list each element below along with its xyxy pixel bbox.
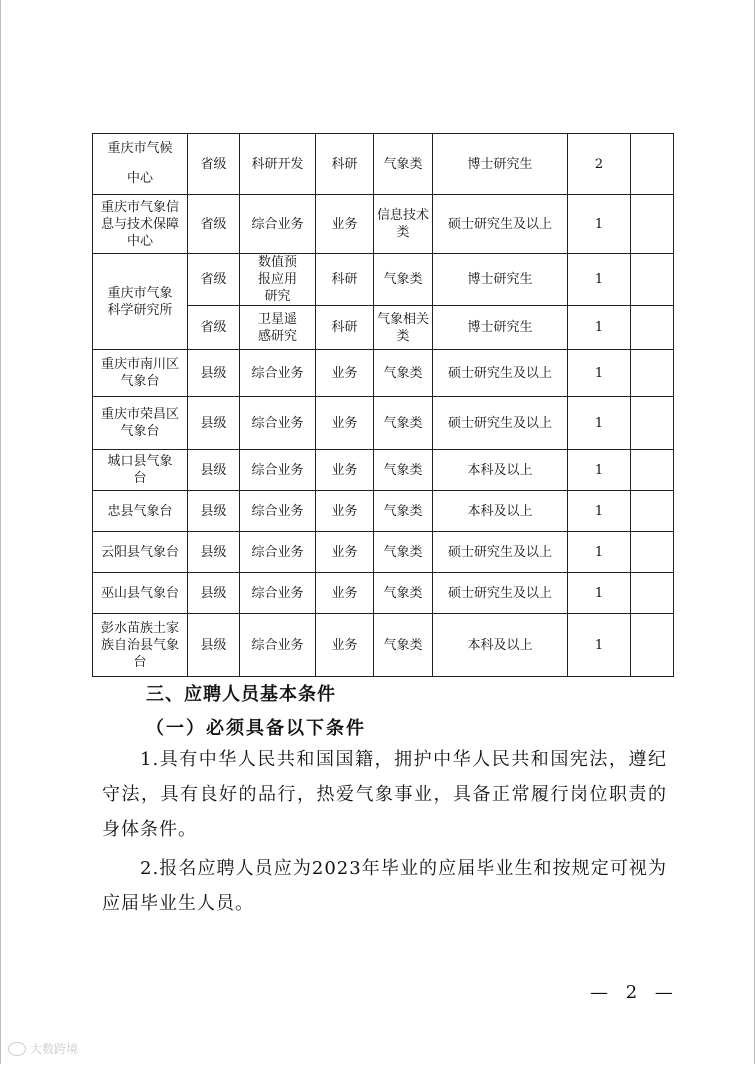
post-cell: 综合业务 bbox=[240, 350, 316, 397]
count-cell: 1 bbox=[568, 491, 631, 532]
positions-table bbox=[92, 133, 674, 677]
education-cell: 博士研究生 bbox=[433, 254, 568, 306]
post-cell: 综合业务 bbox=[240, 573, 316, 614]
level-cell: 县级 bbox=[188, 397, 240, 450]
education-cell: 硕士研究生及以上 bbox=[433, 397, 568, 450]
category-cell: 科研 bbox=[316, 134, 374, 195]
table-row bbox=[93, 397, 674, 450]
education-cell: 硕士研究生及以上 bbox=[433, 532, 568, 573]
category-cell: 科研 bbox=[316, 254, 374, 306]
watermark-text: 大数跨境 bbox=[30, 1042, 79, 1056]
post-cell: 科研开发 bbox=[240, 134, 316, 195]
major-cell: 气象相关类 bbox=[374, 306, 433, 350]
unit-cell: 巫山县气象台 bbox=[93, 573, 188, 614]
unit-cell: 重庆市气象科学研究所 bbox=[93, 254, 188, 350]
unit-cell: 重庆市南川区气象台 bbox=[93, 350, 188, 397]
note-cell bbox=[631, 350, 674, 397]
count-cell: 1 bbox=[568, 306, 631, 350]
major-cell: 气象类 bbox=[374, 254, 433, 306]
unit-cell: 彭水苗族土家族自治县气象台 bbox=[93, 614, 188, 677]
education-cell: 博士研究生 bbox=[433, 306, 568, 350]
category-cell: 科研 bbox=[316, 306, 374, 350]
note-cell bbox=[631, 195, 674, 254]
note-cell bbox=[631, 450, 674, 491]
education-cell: 本科及以上 bbox=[433, 450, 568, 491]
major-cell: 气象类 bbox=[374, 450, 433, 491]
count-cell: 1 bbox=[568, 397, 631, 450]
major-cell: 气象类 bbox=[374, 614, 433, 677]
post-cell: 数值预报应用研究 bbox=[240, 254, 316, 306]
level-cell: 省级 bbox=[188, 134, 240, 195]
count-cell: 1 bbox=[568, 450, 631, 491]
count-cell: 1 bbox=[568, 350, 631, 397]
category-cell: 业务 bbox=[316, 350, 374, 397]
table-row bbox=[93, 134, 674, 195]
unit-cell: 云阳县气象台 bbox=[93, 532, 188, 573]
post-cell: 综合业务 bbox=[240, 397, 316, 450]
section-subtitle: （一）必须具备以下条件 bbox=[146, 718, 366, 739]
post-cell: 综合业务 bbox=[240, 491, 316, 532]
major-cell: 气象类 bbox=[374, 350, 433, 397]
major-cell: 气象类 bbox=[374, 573, 433, 614]
level-cell: 县级 bbox=[188, 350, 240, 397]
count-cell: 1 bbox=[568, 532, 631, 573]
category-cell: 业务 bbox=[316, 397, 374, 450]
count-cell: 1 bbox=[568, 614, 631, 677]
level-cell: 省级 bbox=[188, 254, 240, 306]
post-cell: 综合业务 bbox=[240, 532, 316, 573]
page-number: — 2 — bbox=[590, 982, 679, 1003]
category-cell: 业务 bbox=[316, 573, 374, 614]
note-cell bbox=[631, 491, 674, 532]
watermark-logo-icon bbox=[8, 1042, 26, 1056]
category-cell: 业务 bbox=[316, 450, 374, 491]
unit-cell: 重庆市气象信息与技术保障中心 bbox=[93, 195, 188, 254]
table-row bbox=[93, 573, 674, 614]
level-cell: 县级 bbox=[188, 532, 240, 573]
major-cell: 气象类 bbox=[374, 532, 433, 573]
level-cell: 县级 bbox=[188, 450, 240, 491]
education-cell: 硕士研究生及以上 bbox=[433, 573, 568, 614]
post-cell: 综合业务 bbox=[240, 450, 316, 491]
note-cell bbox=[631, 532, 674, 573]
count-cell: 1 bbox=[568, 195, 631, 254]
post-cell: 综合业务 bbox=[240, 614, 316, 677]
level-cell: 县级 bbox=[188, 614, 240, 677]
table-row bbox=[93, 450, 674, 491]
watermark bbox=[8, 1040, 78, 1057]
education-cell: 硕士研究生及以上 bbox=[433, 350, 568, 397]
post-cell: 综合业务 bbox=[240, 195, 316, 254]
note-cell bbox=[631, 134, 674, 195]
note-cell bbox=[631, 573, 674, 614]
major-cell: 气象类 bbox=[374, 397, 433, 450]
count-cell: 2 bbox=[568, 134, 631, 195]
unit-cell: 城口县气象台 bbox=[93, 450, 188, 491]
major-cell: 气象类 bbox=[374, 491, 433, 532]
level-cell: 县级 bbox=[188, 491, 240, 532]
table-row bbox=[93, 614, 674, 677]
category-cell: 业务 bbox=[316, 532, 374, 573]
unit-cell: 重庆市荣昌区气象台 bbox=[93, 397, 188, 450]
education-cell: 本科及以上 bbox=[433, 491, 568, 532]
education-cell: 博士研究生 bbox=[433, 134, 568, 195]
table-row bbox=[93, 350, 674, 397]
unit-cell: 重庆市气候中心 bbox=[93, 134, 188, 195]
count-cell: 1 bbox=[568, 254, 631, 306]
table-row bbox=[93, 254, 674, 306]
category-cell: 业务 bbox=[316, 195, 374, 254]
post-cell: 卫星遥感研究 bbox=[240, 306, 316, 350]
level-cell: 省级 bbox=[188, 306, 240, 350]
category-cell: 业务 bbox=[316, 614, 374, 677]
major-cell: 信息技术类 bbox=[374, 195, 433, 254]
section-title: 三、应聘人员基本条件 bbox=[146, 684, 336, 705]
paragraph-1: 1.具有中华人民共和国国籍，拥护中华人民共和国宪法，遵纪守法，具有良好的品行，热爱气象事业，具备正常履行岗位职责的身体条件。 bbox=[102, 749, 667, 840]
paragraph-2: 2.报名应聘人员应为2023年毕业的应届毕业生和按规定可视为应届毕业生人员。 bbox=[102, 858, 667, 914]
note-cell bbox=[631, 614, 674, 677]
note-cell bbox=[631, 306, 674, 350]
count-cell: 1 bbox=[568, 573, 631, 614]
education-cell: 硕士研究生及以上 bbox=[433, 195, 568, 254]
note-cell bbox=[631, 397, 674, 450]
category-cell: 业务 bbox=[316, 491, 374, 532]
table-row bbox=[93, 491, 674, 532]
education-cell: 本科及以上 bbox=[433, 614, 568, 677]
table-row bbox=[93, 532, 674, 573]
note-cell bbox=[631, 254, 674, 306]
unit-cell: 忠县气象台 bbox=[93, 491, 188, 532]
level-cell: 县级 bbox=[188, 573, 240, 614]
table-row bbox=[93, 195, 674, 254]
level-cell: 省级 bbox=[188, 195, 240, 254]
major-cell: 气象类 bbox=[374, 134, 433, 195]
